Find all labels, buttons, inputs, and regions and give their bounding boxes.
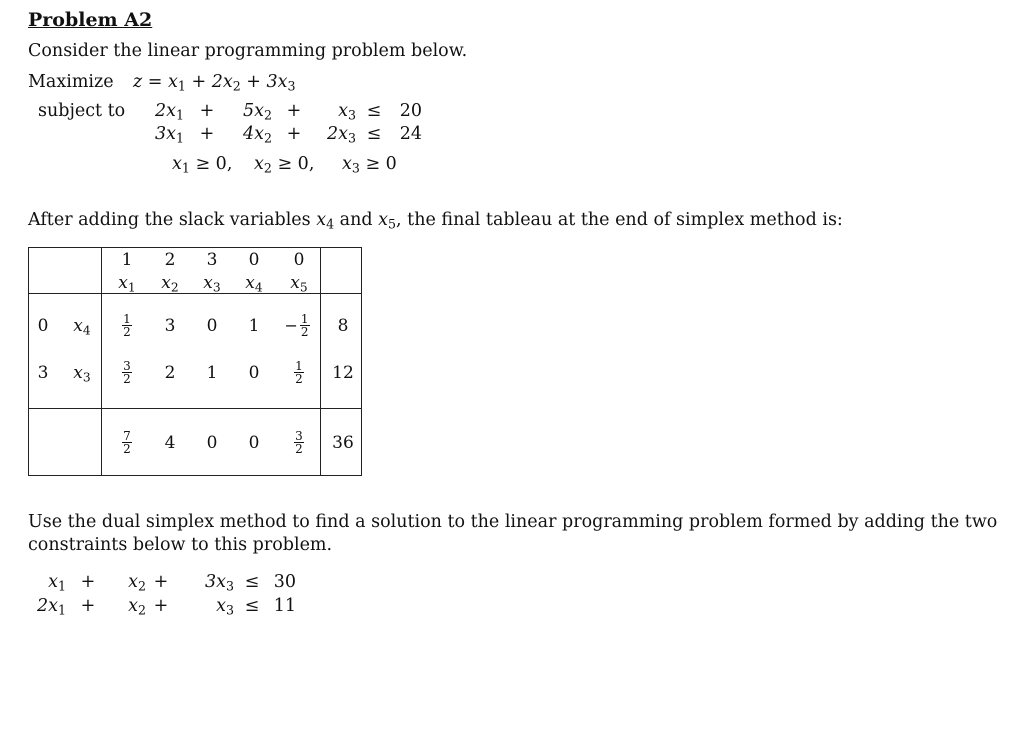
row2-x2: 2 [164,363,176,383]
header-x3: $x_3$ [203,273,221,295]
row2-x5: $\frac{1}{2}$ [295,359,303,386]
cost-x1: 1 [121,250,133,270]
after-slack-text: After adding the slack variables $x_4$ and $x_5$, the final tableau at the end of simplex method is: [28,210,843,232]
dual-text-line-1: Use the dual simplex method to find a solution to the linear programming problem formed by adding the two [28,512,998,532]
dual-text-line-2: constraints below to this problem. [28,535,333,555]
row2-x4: 0 [248,363,260,383]
cost-x5: 0 [293,250,305,270]
row1-x5: − $\frac{1}{2}$ [284,312,309,339]
row1-x3: 0 [206,316,218,336]
row1-x4: 1 [248,316,260,336]
constraint-row-2: $3x_1$ + $4x_2$ + $2x_3$ ≤ 24 [154,124,422,146]
row1-cb: 0 [37,316,49,336]
row2-x3: 1 [206,363,218,383]
objective-label: Maximize [28,72,114,92]
objrow-x2: 4 [164,433,176,453]
objrow-x5: $\frac{3}{2}$ [295,429,303,456]
header-x5: $x_5$ [290,273,308,295]
cost-x2: 2 [164,250,176,270]
problem-title: Problem A2 [28,9,153,31]
constraint-row-1: $2x_1$ + $5x_2$ + $x_3$ ≤ 20 [154,101,422,123]
row2-basis: $x_3$ [73,363,91,385]
new-constraint-row-1: $x_1$ + $x_2$ + $3x_3$ ≤ 30 [48,572,296,594]
row2-cb: 3 [37,363,49,383]
objrow-x4: 0 [248,433,260,453]
row2-rhs: 12 [332,363,354,383]
nonnegativity: $x_1 \ge 0$, $x_2 \ge 0$, $x_3 \ge 0$ [172,154,397,176]
objrow-x3: 0 [206,433,218,453]
new-constraint-row-2: $2x_1$ + $x_2$ + $x_3$ ≤ 11 [36,596,296,618]
intro-text: Consider the linear programming problem below. [28,41,468,61]
cost-x4: 0 [248,250,260,270]
header-x1: $x_1$ [118,273,136,295]
constraints-label: subject to [38,101,126,121]
header-x4: $x_4$ [245,273,263,295]
row1-basis: $x_4$ [73,316,91,338]
cost-x3: 3 [206,250,218,270]
row1-x2: 3 [164,316,176,336]
row1-rhs: 8 [337,316,349,336]
objective-expression: $z = x_1 + 2x_2 + 3x_3$ [133,72,296,94]
simplex-tableau [28,247,362,476]
objrow-rhs: 36 [332,433,354,453]
objrow-x1: $\frac{7}{2}$ [123,429,131,456]
row1-x1: $\frac{1}{2}$ [123,312,131,339]
header-x2: $x_2$ [161,273,179,295]
row2-x1: $\frac{3}{2}$ [123,359,131,386]
